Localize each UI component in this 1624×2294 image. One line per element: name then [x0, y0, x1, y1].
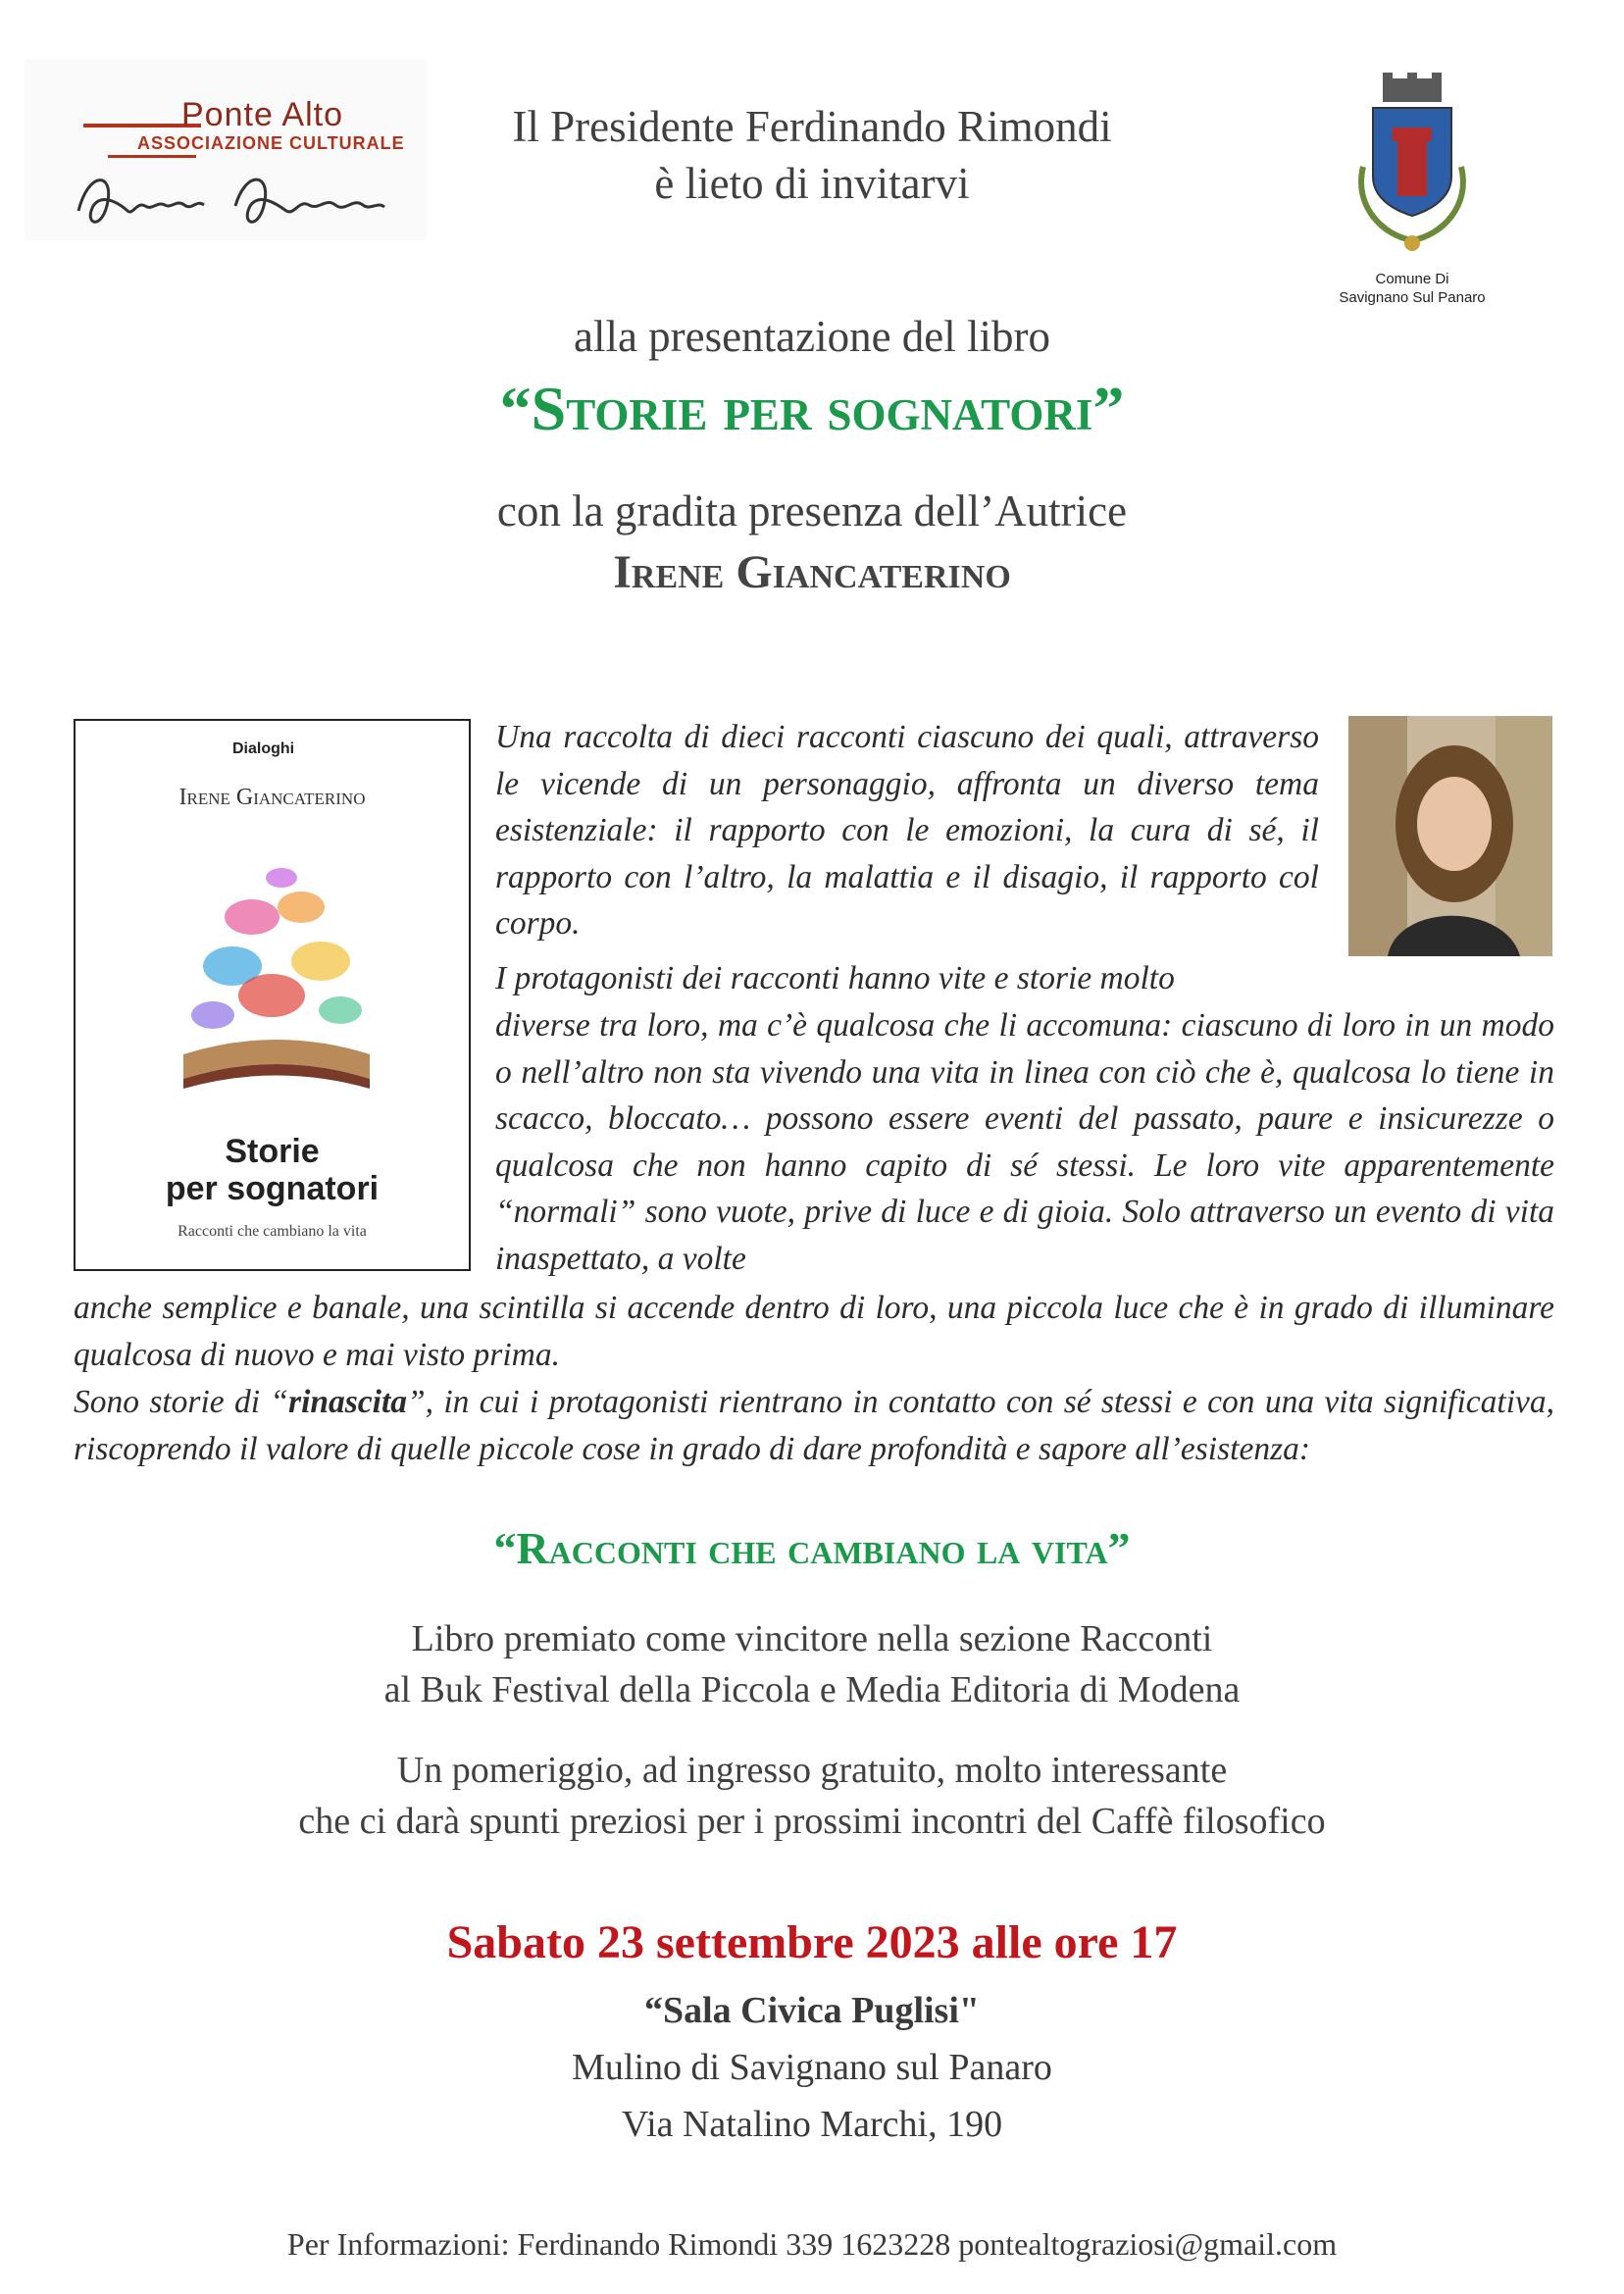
cover-author: Irene Giancaterino [178, 785, 366, 810]
event-date: Sabato 23 settembre 2023 alle ore 17 [446, 1916, 1178, 1968]
author-portrait-icon [1348, 716, 1552, 956]
cover-title-line1: Storie [225, 1133, 320, 1170]
event-address: Via Natalino Marchi, 190 [621, 2104, 1003, 2145]
author-name: Irene Giancaterino [613, 546, 1011, 598]
publisher-logo: Dialoghi [232, 740, 295, 757]
presentation-lead: alla presentazione del libro [573, 312, 1051, 361]
description-p2-end: anche semplice e banale, una scintilla si accende dentro di loro, una piccola luce che è in grado di illuminare qualcosa di nuovo e mai visto prima. [74, 1290, 1554, 1373]
intro-line2: è lieto di invitarvi [654, 159, 970, 208]
event-venue: “Sala Civica Puglisi" [643, 1990, 981, 2031]
presence-line: con la gradita presenza dell’Autrice [496, 486, 1128, 535]
p3-bold: rinascita [288, 1384, 408, 1420]
cover-subtitle: Racconti che cambiano la vita [178, 1223, 367, 1240]
award-line1: Libro premiato come vincitore nella sezione Racconti [411, 1618, 1213, 1659]
comune-name [1304, 270, 1520, 307]
afternoon-line2: che ci darà spunti preziosi per i prossimi incontri del Caffè filosofico [298, 1801, 1326, 1842]
award-line2: al Buk Festival della Piccola e Media Editoria di Modena [383, 1669, 1241, 1710]
afternoon-block [0, 1745, 1624, 1847]
afternoon-line1: Un pomeriggio, ad ingresso gratuito, molto interessante [396, 1750, 1228, 1791]
description-p1: Una raccolta di dieci racconti ciascuno dei quali, attraverso le vicende di un personaggio, affronta un diverso tema esistenziale: il rapporto con le emozioni, la cura di sé, il rapporto con l’altro, la malattia e il disagio, il rapporto col corpo. [495, 719, 1319, 942]
intro-block [0, 98, 1624, 212]
cover-title-line2: per sognatori [165, 1170, 380, 1207]
logo-title: Ponte Alto [181, 96, 344, 133]
cover-title [76, 1133, 469, 1207]
intro-line1: Il Presidente Ferdinando Rimondi [512, 102, 1112, 151]
description-p2-block: diverse tra loro, ma c’è qualcosa che li accomuna: ciascuno di loro in un modo o nell’altro non sta vivendo una vita in linea con ciò che è, qualcosa lo tiene in scacco, bloccato… possono essere eventi del passato, paure e insicurezze o qualcosa che non hanno capito di sé stessi. Le loro vite apparentemente “normali” sono vuote, prive di luce e di gioia. Solo attraverso un evento di vita inaspettato, a volte [495, 1007, 1554, 1277]
comune-line1: Comune Di [1375, 271, 1449, 287]
award-block [0, 1613, 1624, 1715]
description-p2-first-line: I protagonisti dei racconti hanno vite e storie molto [495, 960, 1175, 996]
footer-info: Per Informazioni: Ferdinando Rimondi 339 1623228 pontealtograziosi@gmail.com [286, 2226, 1338, 2262]
event-place: Mulino di Savignano sul Panaro [572, 2047, 1052, 2088]
description-p3 [74, 1379, 1554, 1472]
logo-subtitle: ASSOCIAZIONE CULTURALE [137, 133, 405, 153]
butterflies-book-icon [154, 839, 399, 1094]
p3-before: Sono storie di “ [74, 1384, 289, 1420]
book-cover [74, 719, 471, 1271]
p3-after: ”, in cui i protagonisti rientrano in contatto con sé stessi e con una vita significativa, riscoprendo il valore di quelle piccole cose in grado di dare profondità e sapore all’esistenza: [74, 1384, 1554, 1467]
comune-line2: Savignano Sul Panaro [1339, 289, 1486, 306]
book-title: “Storie per sognatori” [499, 374, 1125, 443]
tagline: “Racconti che cambiano la vita” [493, 1523, 1131, 1573]
